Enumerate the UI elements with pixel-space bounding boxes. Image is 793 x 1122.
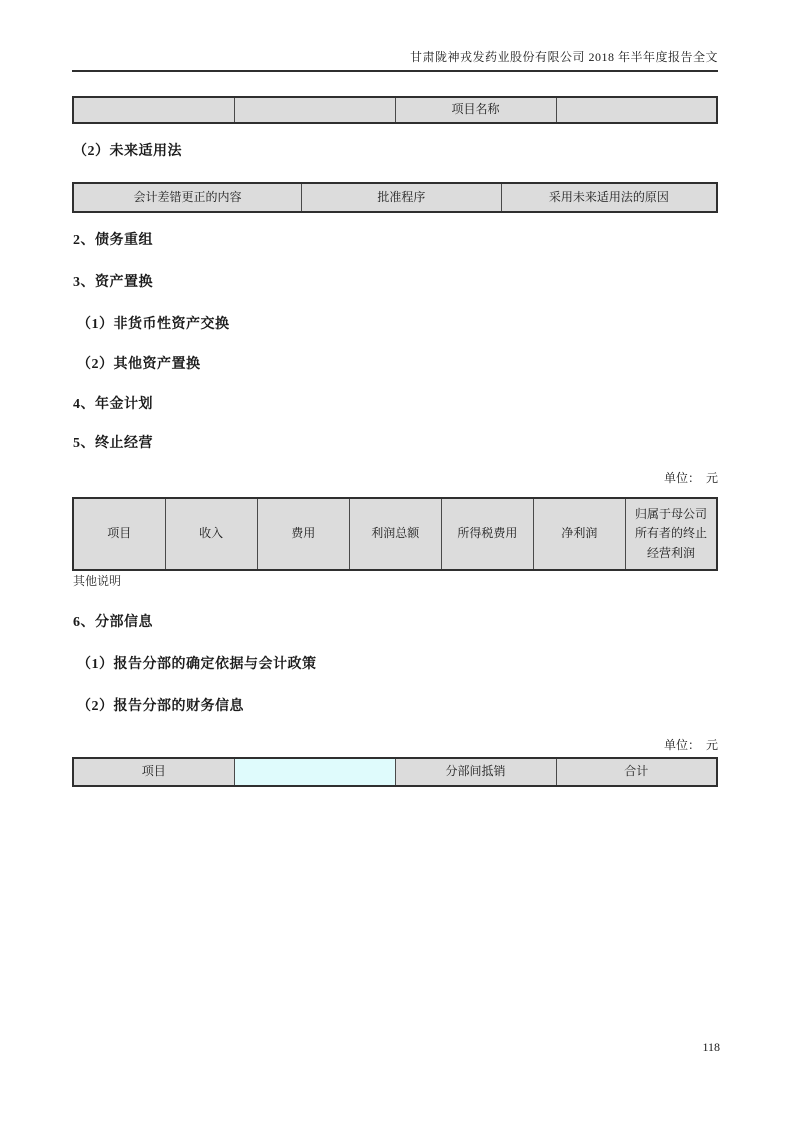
table-row xyxy=(73,97,717,123)
table-header-row xyxy=(73,498,717,570)
column-header-income: 收入 xyxy=(165,498,257,570)
table-cell-project-name: 项目名称 xyxy=(395,97,556,123)
heading-future-applicable-method: （2）未来适用法 xyxy=(73,144,182,159)
column-header-income-tax: 所得税费用 xyxy=(441,498,533,570)
column-header-net-profit: 净利润 xyxy=(533,498,625,570)
unit-label: 单位： 元 xyxy=(663,738,718,752)
segment-information-table xyxy=(72,757,718,787)
column-header-parent-discontinued-profit: 归属于母公司所有者的终止经营利润 xyxy=(625,498,717,570)
other-notes-label: 其他说明 xyxy=(73,574,122,588)
project-name-table xyxy=(72,96,718,124)
column-header-approval-procedure: 批准程序 xyxy=(302,183,502,212)
table-header-row xyxy=(73,758,717,786)
heading-segment-information: 6、分部信息 xyxy=(73,615,153,630)
page-number: 118 xyxy=(702,1040,720,1054)
column-header-expense: 费用 xyxy=(257,498,349,570)
column-header-total-profit: 利润总额 xyxy=(349,498,441,570)
table-cell-empty xyxy=(73,97,234,123)
heading-annuity-plan: 4、年金计划 xyxy=(73,397,153,412)
heading-segment-basis: （1）报告分部的确定依据与会计政策 xyxy=(77,657,317,672)
table-cell-empty xyxy=(234,97,395,123)
column-header-future-method-reason: 采用未来适用法的原因 xyxy=(501,183,717,212)
accounting-correction-table xyxy=(72,182,718,213)
discontinued-operations-table xyxy=(72,497,718,571)
unit-label: 单位： 元 xyxy=(663,471,718,485)
column-header-correction-content: 会计差错更正的内容 xyxy=(73,183,302,212)
heading-non-monetary-asset-exchange: （1）非货币性资产交换 xyxy=(77,317,230,332)
column-header-total: 合计 xyxy=(556,758,717,786)
heading-asset-replacement: 3、资产置换 xyxy=(73,275,153,290)
table-header-row xyxy=(73,183,717,212)
table-cell-highlighted-empty xyxy=(234,758,395,786)
column-header-item: 项目 xyxy=(73,498,165,570)
table-cell-empty xyxy=(556,97,717,123)
header-divider xyxy=(72,70,718,72)
heading-debt-restructuring: 2、债务重组 xyxy=(73,233,153,248)
heading-other-asset-replacement: （2）其他资产置换 xyxy=(77,357,201,372)
column-header-intersegment-elimination: 分部间抵销 xyxy=(395,758,556,786)
page-header-title: 甘肃陇神戎发药业股份有限公司 2018 年半年度报告全文 xyxy=(409,50,718,64)
heading-segment-financial-info: （2）报告分部的财务信息 xyxy=(77,699,244,714)
heading-discontinued-operations: 5、终止经营 xyxy=(73,436,153,451)
column-header-item: 项目 xyxy=(73,758,234,786)
